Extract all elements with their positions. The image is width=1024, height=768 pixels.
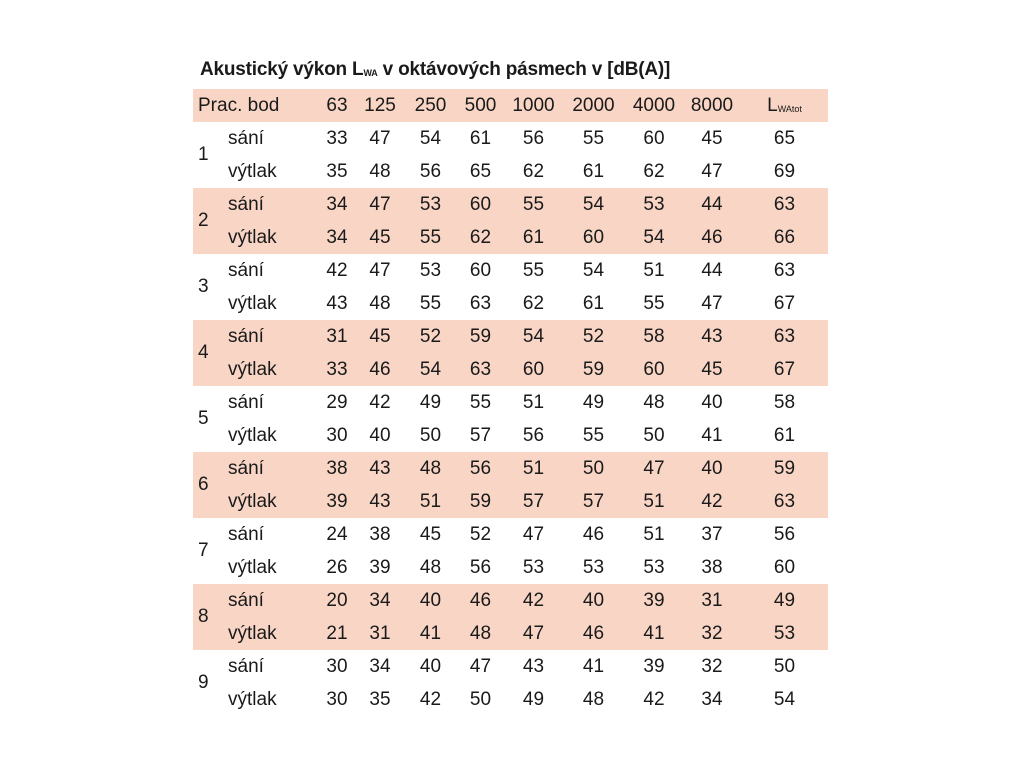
value-cell: 51 [643, 490, 665, 512]
value-cell: 46 [582, 622, 605, 644]
value-cell: 40 [419, 589, 442, 611]
value-cell: 26 [326, 556, 348, 578]
total-cell: 56 [773, 523, 796, 545]
value-cell: 41 [643, 622, 665, 644]
row-label: výtlak [228, 292, 277, 314]
value-cell: 56 [469, 457, 492, 479]
value-cell: 40 [701, 457, 723, 479]
row-label: sání [228, 523, 264, 545]
value-cell: 42 [522, 589, 545, 611]
value-cell: 47 [701, 292, 723, 314]
value-cell: 49 [582, 391, 605, 413]
value-cell: 37 [701, 523, 723, 545]
value-cell: 65 [469, 160, 492, 182]
value-cell: 48 [419, 457, 442, 479]
value-cell: 20 [326, 589, 348, 611]
total-cell: 67 [773, 292, 796, 314]
value-cell: 35 [369, 688, 391, 710]
value-cell: 61 [582, 160, 605, 182]
point-group-1 [193, 122, 828, 188]
value-cell: 42 [643, 688, 665, 710]
value-cell: 54 [582, 193, 605, 215]
value-cell: 59 [469, 325, 492, 347]
row-label: sání [228, 457, 264, 479]
value-cell: 51 [522, 391, 545, 413]
header-total [741, 95, 828, 117]
value-cell: 49 [419, 391, 442, 413]
value-cell: 51 [419, 490, 442, 512]
value-cell: 34 [369, 655, 391, 677]
value-cell: 53 [419, 193, 442, 215]
total-cell: 63 [773, 193, 796, 215]
value-cell: 46 [369, 358, 391, 380]
value-cell: 55 [522, 259, 545, 281]
value-cell: 62 [522, 160, 545, 182]
value-cell: 60 [643, 127, 665, 149]
value-cell: 55 [643, 292, 665, 314]
value-cell: 38 [701, 556, 723, 578]
value-cell: 52 [419, 325, 442, 347]
value-cell: 55 [419, 226, 442, 248]
value-cell: 40 [701, 391, 723, 413]
title-rest: v oktávových pásmech v [dB(A)] [377, 59, 671, 80]
total-cell: 63 [773, 325, 796, 347]
table-row [228, 518, 828, 551]
value-cell: 48 [469, 622, 492, 644]
point-number: 5 [198, 408, 209, 429]
value-cell: 42 [701, 490, 723, 512]
total-cell: 65 [773, 127, 796, 149]
header-band-63: 63 [326, 94, 348, 116]
table-row [228, 650, 828, 683]
value-cell: 61 [522, 226, 545, 248]
value-cell: 50 [643, 424, 665, 446]
total-cell: 59 [773, 457, 796, 479]
value-cell: 42 [419, 688, 442, 710]
value-cell: 38 [369, 523, 391, 545]
value-cell: 54 [582, 259, 605, 281]
value-cell: 40 [369, 424, 391, 446]
value-cell: 39 [326, 490, 348, 512]
table-row [228, 188, 828, 221]
value-cell: 45 [701, 358, 723, 380]
value-cell: 55 [469, 391, 492, 413]
title-subscript: WA [363, 68, 378, 78]
row-label: sání [228, 655, 264, 677]
value-cell: 31 [701, 589, 723, 611]
header-band-8000: 8000 [690, 94, 734, 116]
value-cell: 60 [582, 226, 605, 248]
header-band-125: 125 [364, 94, 396, 116]
header-band-4000: 4000 [632, 94, 676, 116]
header-total-subscript: WAtot [777, 103, 802, 114]
point-group-5 [193, 386, 828, 452]
value-cell: 47 [369, 127, 391, 149]
value-cell: 46 [701, 226, 723, 248]
title-main: Akustický výkon L [200, 59, 364, 80]
point-group-9 [193, 650, 828, 716]
value-cell: 39 [643, 589, 665, 611]
value-cell: 62 [643, 160, 665, 182]
row-label: výtlak [228, 358, 277, 380]
value-cell: 39 [643, 655, 665, 677]
table-row [228, 452, 828, 485]
value-cell: 48 [582, 688, 605, 710]
acoustic-power-table [193, 89, 828, 716]
value-cell: 62 [469, 226, 492, 248]
value-cell: 62 [522, 292, 545, 314]
value-cell: 24 [326, 523, 348, 545]
value-cell: 45 [701, 127, 723, 149]
value-cell: 43 [326, 292, 348, 314]
value-cell: 54 [522, 325, 545, 347]
value-cell: 42 [326, 259, 348, 281]
row-label: výtlak [228, 424, 277, 446]
value-cell: 50 [469, 688, 492, 710]
value-cell: 55 [522, 193, 545, 215]
table-row [228, 320, 828, 353]
value-cell: 59 [582, 358, 605, 380]
value-cell: 56 [419, 160, 442, 182]
table-row [228, 353, 828, 386]
value-cell: 35 [326, 160, 348, 182]
total-cell: 50 [773, 655, 796, 677]
header-band-250: 250 [414, 94, 447, 116]
header-total-main: L [767, 94, 778, 116]
value-cell: 46 [582, 523, 605, 545]
value-cell: 53 [643, 556, 665, 578]
value-cell: 55 [582, 424, 605, 446]
table-row [228, 485, 828, 518]
value-cell: 30 [326, 424, 348, 446]
point-number: 7 [198, 540, 209, 561]
total-cell: 54 [773, 688, 796, 710]
table-row [228, 287, 828, 320]
point-group-6 [193, 452, 828, 518]
total-cell: 53 [773, 622, 796, 644]
value-cell: 60 [469, 259, 492, 281]
table-row [228, 419, 828, 452]
value-cell: 55 [582, 127, 605, 149]
total-cell: 49 [773, 589, 796, 611]
total-cell: 69 [773, 160, 796, 182]
value-cell: 60 [469, 193, 492, 215]
header-band-1000: 1000 [512, 94, 555, 116]
value-cell: 32 [701, 655, 723, 677]
point-group-2 [193, 188, 828, 254]
value-cell: 56 [469, 556, 492, 578]
point-group-8 [193, 584, 828, 650]
value-cell: 54 [419, 358, 442, 380]
value-cell: 43 [701, 325, 723, 347]
value-cell: 47 [701, 160, 723, 182]
point-number: 9 [198, 672, 209, 693]
value-cell: 44 [701, 193, 723, 215]
total-cell: 66 [773, 226, 796, 248]
row-label: sání [228, 259, 264, 281]
value-cell: 51 [643, 523, 665, 545]
point-group-3 [193, 254, 828, 320]
value-cell: 38 [326, 457, 348, 479]
value-cell: 44 [701, 259, 723, 281]
row-label: sání [228, 391, 264, 413]
total-cell: 58 [773, 391, 796, 413]
value-cell: 57 [582, 490, 605, 512]
value-cell: 45 [419, 523, 442, 545]
value-cell: 47 [469, 655, 492, 677]
value-cell: 47 [522, 622, 545, 644]
value-cell: 57 [522, 490, 545, 512]
value-cell: 53 [643, 193, 665, 215]
row-label: sání [228, 589, 264, 611]
value-cell: 43 [369, 490, 391, 512]
value-cell: 31 [369, 622, 391, 644]
row-label: výtlak [228, 226, 277, 248]
table-row [228, 584, 828, 617]
table-row [228, 155, 828, 188]
table-row [228, 551, 828, 584]
value-cell: 30 [326, 688, 348, 710]
row-label: výtlak [228, 688, 277, 710]
value-cell: 34 [369, 589, 391, 611]
value-cell: 43 [522, 655, 545, 677]
value-cell: 63 [469, 292, 492, 314]
value-cell: 43 [369, 457, 391, 479]
value-cell: 53 [522, 556, 545, 578]
value-cell: 29 [326, 391, 348, 413]
value-cell: 34 [326, 193, 348, 215]
value-cell: 45 [369, 325, 391, 347]
point-group-4 [193, 320, 828, 386]
point-number: 4 [198, 342, 209, 363]
value-cell: 56 [522, 424, 545, 446]
header-working-point: Prac. bod [198, 94, 280, 116]
value-cell: 57 [469, 424, 492, 446]
value-cell: 34 [701, 688, 723, 710]
point-number: 1 [198, 144, 209, 165]
row-label: sání [228, 325, 264, 347]
total-cell: 63 [773, 490, 796, 512]
value-cell: 51 [643, 259, 665, 281]
value-cell: 47 [369, 259, 391, 281]
value-cell: 50 [419, 424, 442, 446]
value-cell: 48 [419, 556, 442, 578]
total-cell: 60 [773, 556, 796, 578]
table-row [228, 254, 828, 287]
table-row [228, 683, 828, 716]
value-cell: 56 [522, 127, 545, 149]
value-cell: 60 [522, 358, 545, 380]
value-cell: 40 [582, 589, 605, 611]
table-title [200, 59, 670, 81]
table-row [228, 617, 828, 650]
value-cell: 39 [369, 556, 391, 578]
value-cell: 34 [326, 226, 348, 248]
value-cell: 61 [469, 127, 492, 149]
table-row [228, 386, 828, 419]
value-cell: 54 [419, 127, 442, 149]
value-cell: 54 [643, 226, 665, 248]
value-cell: 40 [419, 655, 442, 677]
point-number: 8 [198, 606, 209, 627]
point-number: 3 [198, 276, 209, 297]
value-cell: 53 [582, 556, 605, 578]
value-cell: 52 [469, 523, 492, 545]
value-cell: 33 [326, 358, 348, 380]
table-row [228, 122, 828, 155]
value-cell: 58 [643, 325, 665, 347]
point-number: 6 [198, 474, 209, 495]
row-label: výtlak [228, 556, 277, 578]
row-label: sání [228, 193, 264, 215]
value-cell: 30 [326, 655, 348, 677]
value-cell: 41 [419, 622, 442, 644]
total-cell: 63 [773, 259, 796, 281]
value-cell: 41 [582, 655, 605, 677]
value-cell: 47 [643, 457, 665, 479]
header-band-2000: 2000 [572, 94, 615, 116]
value-cell: 32 [701, 622, 723, 644]
value-cell: 31 [326, 325, 348, 347]
row-label: výtlak [228, 622, 277, 644]
value-cell: 49 [522, 688, 545, 710]
value-cell: 51 [522, 457, 545, 479]
value-cell: 48 [369, 160, 391, 182]
value-cell: 63 [469, 358, 492, 380]
value-cell: 53 [419, 259, 442, 281]
value-cell: 46 [469, 589, 492, 611]
table-header-row [193, 89, 828, 122]
row-label: výtlak [228, 490, 277, 512]
value-cell: 50 [582, 457, 605, 479]
value-cell: 55 [419, 292, 442, 314]
table-row [228, 221, 828, 254]
value-cell: 47 [369, 193, 391, 215]
total-cell: 61 [773, 424, 796, 446]
header-band-500: 500 [464, 94, 497, 116]
value-cell: 47 [522, 523, 545, 545]
value-cell: 45 [369, 226, 391, 248]
point-group-7 [193, 518, 828, 584]
value-cell: 41 [701, 424, 723, 446]
point-number: 2 [198, 210, 209, 231]
value-cell: 48 [369, 292, 391, 314]
value-cell: 61 [582, 292, 605, 314]
value-cell: 60 [643, 358, 665, 380]
value-cell: 59 [469, 490, 492, 512]
value-cell: 42 [369, 391, 391, 413]
value-cell: 21 [326, 622, 348, 644]
row-label: výtlak [228, 160, 277, 182]
value-cell: 52 [582, 325, 605, 347]
value-cell: 48 [643, 391, 665, 413]
value-cell: 33 [326, 127, 348, 149]
total-cell: 67 [773, 358, 796, 380]
row-label: sání [228, 127, 264, 149]
